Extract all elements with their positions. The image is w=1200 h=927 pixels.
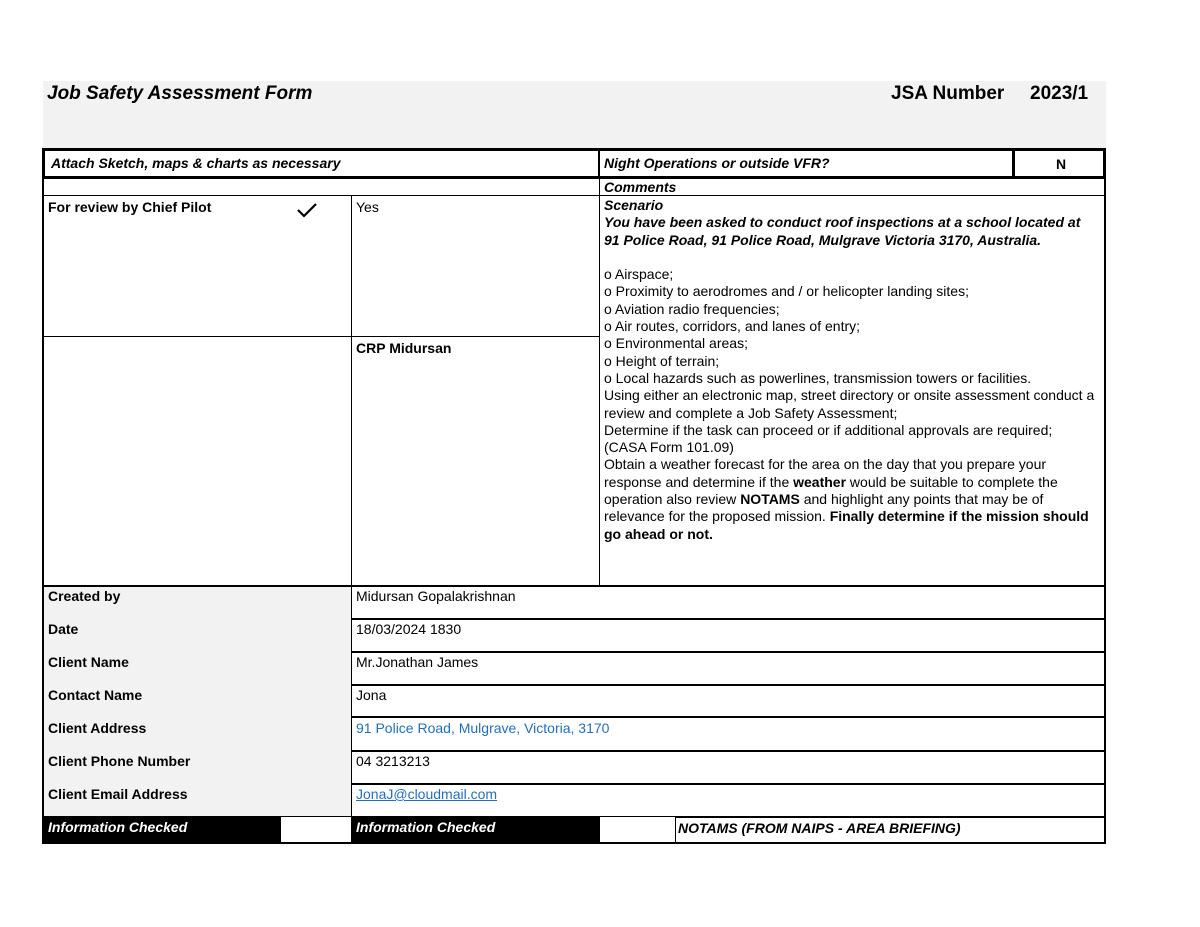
instruction-line: relevance for the proposed mission. Finally determine if the mission should (604, 508, 1089, 525)
client-name-label: Client Name (48, 654, 129, 670)
night-operations-value[interactable]: N (1056, 156, 1067, 172)
list-item: o Environmental areas; (604, 335, 748, 352)
list-item: o Proximity to aerodromes and / or helicopter landing sites; (604, 283, 969, 300)
review-value: Yes (356, 199, 379, 215)
notams-label: NOTAMS (FROM NAIPS - AREA BRIEFING) (678, 820, 961, 836)
instruction-line: review and complete a Job Safety Assessment; (604, 404, 898, 421)
information-checked-1-box[interactable] (281, 817, 351, 843)
instruction-line: go ahead or not. (604, 525, 713, 542)
scenario-line-1: You have been asked to conduct roof inspections at a school located at (604, 214, 1081, 231)
instruction-line: (CASA Form 101.09) (604, 439, 734, 456)
client-email-label: Client Email Address (48, 786, 188, 802)
contact-name-label: Contact Name (48, 687, 143, 703)
client-phone-value[interactable]: 04 3213213 (356, 753, 430, 769)
night-operations-label: Night Operations or outside VFR? (604, 155, 830, 171)
instruction-line: operation also review NOTAMS and highlight any points that may be of (604, 491, 1044, 508)
list-item: o Local hazards such as powerlines, transmission towers or facilities. (604, 369, 1032, 386)
instruction-line: response and determine if the weather would be suitable to complete the (604, 473, 1058, 490)
date-label: Date (48, 621, 79, 637)
comments-label: Comments (604, 179, 677, 195)
comments-text (604, 197, 1104, 543)
client-name-value[interactable]: Mr.Jonathan James (356, 654, 479, 670)
scenario-title: Scenario (604, 197, 664, 213)
list-item: o Height of terrain; (604, 352, 720, 369)
list-item: o Airspace; (604, 266, 674, 283)
list-item: o Air routes, corridors, and lanes of entry; (604, 318, 861, 335)
instruction-line: Determine if the task can proceed or if additional approvals are required; (604, 421, 1053, 438)
list-item: o Aviation radio frequencies; (604, 300, 780, 317)
jsa-number-label: JSA Number (891, 83, 1005, 104)
jsa-number-value: 2023/1 (1030, 83, 1089, 104)
client-email-link[interactable]: JonaJ@cloudmail.com (356, 786, 498, 802)
scenario-line-2: 91 Police Road, 91 Police Road, Mulgrave Victoria 3170, Australia. (604, 231, 1042, 248)
client-address-value[interactable]: 91 Police Road, Mulgrave, Victoria, 3170 (356, 720, 610, 736)
crp-label: CRP Midursan (356, 340, 452, 356)
date-value[interactable]: 18/03/2024 1830 (356, 621, 462, 637)
form-title: Job Safety Assessment Form (47, 83, 313, 104)
attach-label: Attach Sketch, maps & charts as necessary (51, 155, 341, 171)
checkmark-icon (296, 200, 318, 220)
created-by-value[interactable]: Midursan Gopalakrishnan (356, 588, 516, 604)
client-phone-label: Client Phone Number (48, 753, 191, 769)
information-checked-2-box[interactable] (600, 817, 675, 843)
contact-name-value[interactable]: Jona (356, 687, 387, 703)
created-by-label: Created by (48, 588, 121, 604)
information-checked-1: Information Checked (44, 817, 281, 843)
instruction-line: Using either an electronic map, street directory or onsite assessment conduct a (604, 387, 1095, 404)
information-checked-2: Information Checked (352, 817, 600, 843)
instruction-line: Obtain a weather forecast for the area on the day that you prepare your (604, 456, 1047, 473)
client-address-label: Client Address (48, 720, 147, 736)
review-label: For review by Chief Pilot (48, 199, 212, 215)
